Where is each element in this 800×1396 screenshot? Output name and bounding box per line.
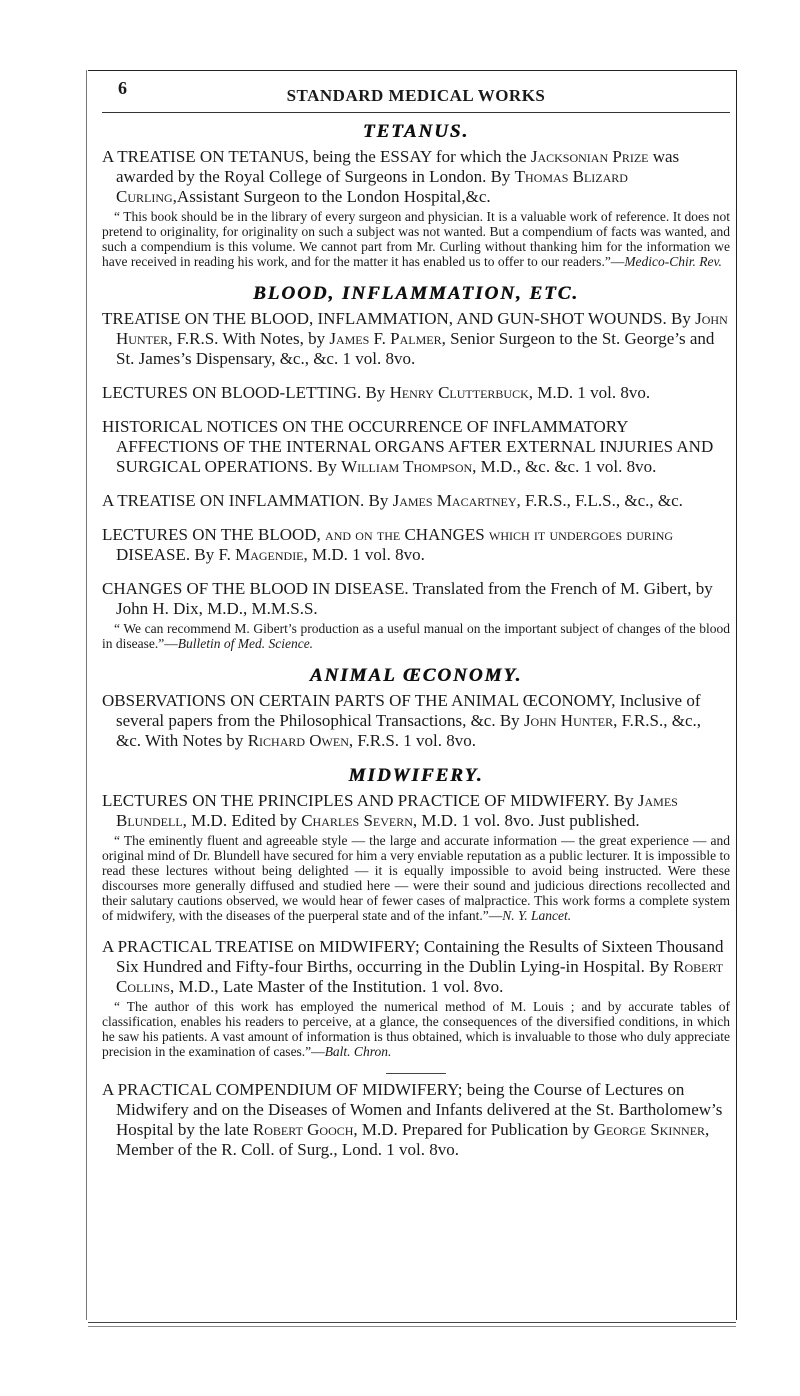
- title-text: , F.R.S. With Notes, by: [168, 329, 330, 348]
- author-name: Thomas Blizard Curling: [116, 167, 628, 206]
- entry-changes-blood: [102, 579, 730, 651]
- entry-lectures-midwifery: [102, 791, 730, 923]
- entry-title: [102, 417, 730, 477]
- review-text: “ We can recommend M. Gibert’s production as a useful manual on the important subject of changes of the blood in disease.”—: [102, 621, 730, 651]
- author-name: James Macartney: [392, 491, 517, 510]
- divider: [386, 1073, 446, 1074]
- section-heading-tetanus: TETANUS.: [362, 121, 470, 142]
- review-source: Bulletin of Med. Science.: [177, 636, 314, 651]
- title-text: CHANGES: [400, 525, 489, 544]
- editor-name: Richard Owen: [247, 731, 349, 750]
- entry-tetanus-treatise: [102, 147, 730, 269]
- review-quote: [102, 621, 730, 651]
- section-heading-blood: BLOOD, INFLAMMATION, ETC.: [252, 283, 580, 304]
- review-source: N. Y. Lancet.: [502, 908, 572, 923]
- entry-title: [102, 691, 730, 751]
- entry-title: [102, 491, 730, 511]
- entry-practical-compendium: [102, 1080, 730, 1160]
- entry-title: [102, 791, 730, 831]
- right-rule: [736, 70, 737, 1320]
- entry-title: [102, 147, 730, 207]
- left-rule: [86, 70, 87, 1320]
- title-text: , F.R.S., &c., &c. With Notes by: [116, 711, 701, 750]
- section-heading-midwifery: MIDWIFERY.: [348, 765, 484, 786]
- title-text: , M.D. 1 vol. 8vo.: [303, 545, 425, 564]
- title-text: LECTURES ON THE BLOOD,: [102, 525, 326, 544]
- title-text: A PRACTICAL TREATISE on MIDWIFERY; Containing the Results of Sixteen Thousand Six Hundred and Fifty-four Births, occurring in the Dublin Lying-in Hospital. By: [102, 937, 724, 976]
- entry-historical-notices: [102, 417, 730, 477]
- author-name: Magendie: [235, 545, 304, 564]
- title-text: DISEASE. By F.: [116, 545, 236, 564]
- review-quote: [102, 999, 730, 1059]
- bottom-rule-2: [88, 1326, 736, 1327]
- author-name: Robert Gooch: [252, 1120, 354, 1139]
- title-smallcaps: and on the: [325, 525, 401, 544]
- top-rule: [88, 70, 736, 71]
- title-text: , M.D. 1 vol. 8vo.: [528, 383, 651, 402]
- review-source: Medico-Chir. Rev.: [624, 254, 722, 269]
- title-text: , Senior Surgeon to the St. George’s and St. James’s Dispensary, &c., &c. 1 vol. 8vo.: [116, 329, 715, 368]
- editor-name: James F. Palmer: [329, 329, 442, 348]
- title-text: OBSERVATIONS ON CERTAIN PARTS OF THE ANIMAL ŒCONOMY, Inclusive of several papers from the Philosophical Transactions, &c. By: [102, 691, 701, 730]
- page: [102, 78, 730, 1174]
- title-text: , F.R.S., F.L.S., &c., &c.: [516, 491, 683, 510]
- review-text: “ The eminently fluent and agreeable style — the large and accurate information — the great experience — and original mind of Dr. Blundell have secured for him a very enviable reputation as a public lecturer. It is impossible to read these lectures without being delighted — it is equally impossible to avoid being instructed. Were these discourses more generally diffused and studied here — were their sound and judicious directions recollected and their salutary cautions observed, we would hear of fewer cases of malpractice. This work forms a complete system of midwifery, with the diseases of the puerperal state and of the infant.”—: [102, 833, 730, 923]
- entry-title: [102, 525, 730, 565]
- review-text: “ The author of this work has employed the numerical method of M. Louis ; and by accurate tables of classification, enables his readers to perceive, at a glance, the consequences of the diversified conditions, in which he saw his patients. A vast amount of information is thus obtained, which is invaluable to those who duly appreciate precision in the examination of cases.”—: [102, 999, 730, 1059]
- review-source: Balt. Chron.: [324, 1044, 392, 1059]
- author-name: John Hunter: [116, 309, 728, 348]
- title-smallcaps: which it undergoes during: [489, 525, 674, 544]
- title-text: A TREATISE ON TETANUS, being the ESSAY for which the: [102, 147, 531, 166]
- entry-lectures-blood: [102, 525, 730, 565]
- author-name: William Thompson: [341, 457, 473, 476]
- editor-name: Charles Severn: [301, 811, 413, 830]
- title-smallcaps: Jacksonian Prize: [530, 147, 649, 166]
- entry-practical-treatise-midwifery: [102, 937, 730, 1059]
- title-text: ,Assistant Surgeon to the London Hospital,&c.: [172, 187, 491, 206]
- entry-title: [102, 937, 730, 997]
- title-text: TREATISE ON THE BLOOD, INFLAMMATION, AND GUN-SHOT WOUNDS. By: [102, 309, 696, 328]
- entry-treatise-blood: [102, 309, 730, 369]
- title-text: , Member of the R. Coll. of Surg., Lond. 1 vol. 8vo.: [116, 1120, 710, 1159]
- editor-name: George Skinner: [593, 1120, 706, 1139]
- title-text: , M.D., Late Master of the Institution. 1 vol. 8vo.: [170, 977, 504, 996]
- title-text: LECTURES ON BLOOD-LETTING. By: [102, 383, 390, 402]
- entry-treatise-inflammation: [102, 491, 730, 511]
- section-heading-animal-economy: ANIMAL ŒCONOMY.: [309, 665, 523, 686]
- entry-title: [102, 1080, 730, 1160]
- title-text: A TREATISE ON INFLAMMATION. By: [102, 491, 393, 510]
- page-header: [102, 78, 730, 113]
- title-text: was awarded by the Royal College of Surgeons in London. By: [116, 147, 680, 186]
- entry-observations-animal: [102, 691, 730, 751]
- review-quote: [102, 833, 730, 923]
- title-text: HISTORICAL NOTICES ON THE OCCURRENCE OF INFLAMMATORY AFFECTIONS OF THE INTERNAL ORGANS AFTER EXTERNAL INJURIES AND SURGICAL OPERATIONS. By: [102, 417, 714, 476]
- title-text: , M.D. Edited by: [182, 811, 302, 830]
- title-text: A PRACTICAL COMPENDIUM OF MIDWIFERY; being the Course of Lectures on Midwifery and on the Diseases of Women and Infants delivered at the St. Bartholomew’s Hospital by the late: [102, 1080, 723, 1139]
- title-text: LECTURES ON THE PRINCIPLES AND PRACTICE OF MIDWIFERY. By: [102, 791, 638, 810]
- entry-title: [102, 309, 730, 369]
- running-head: STANDARD MEDICAL WORKS: [286, 86, 546, 105]
- author-name: James Blundell: [116, 791, 678, 830]
- page-number: 6: [118, 78, 127, 98]
- author-name: Robert Collins: [116, 957, 724, 996]
- title-text: , M.D. 1 vol. 8vo. Just published.: [412, 811, 640, 830]
- review-quote: [102, 209, 730, 269]
- author-name: John Hunter: [523, 711, 614, 730]
- author-name: Henry Clutterbuck: [389, 383, 529, 402]
- review-text: “ This book should be in the library of every surgeon and physician. It is a valuable work of reference. It does not pretend to originality, for originality on such a subject was not wanted. But a compendium of facts was wanted, and such a compendium is this volume. We cannot part from Mr. Curling without thanking him for the information we have received in reading his work, and for the matter it has enabled us to offer to our readers.”—: [102, 209, 730, 269]
- entry-title: CHANGES OF THE BLOOD IN DISEASE. Translated from the French of M. Gibert, by John H. Dix, M.D., M.M.S.S.: [102, 579, 713, 618]
- title-text: , F.R.S. 1 vol. 8vo.: [348, 731, 477, 750]
- entry-title: [102, 383, 730, 403]
- title-text: , M.D. Prepared for Publication by: [353, 1120, 594, 1139]
- bottom-rule: [88, 1322, 736, 1323]
- entry-blood-letting: [102, 383, 730, 403]
- title-text: , M.D., &c. &c. 1 vol. 8vo.: [472, 457, 657, 476]
